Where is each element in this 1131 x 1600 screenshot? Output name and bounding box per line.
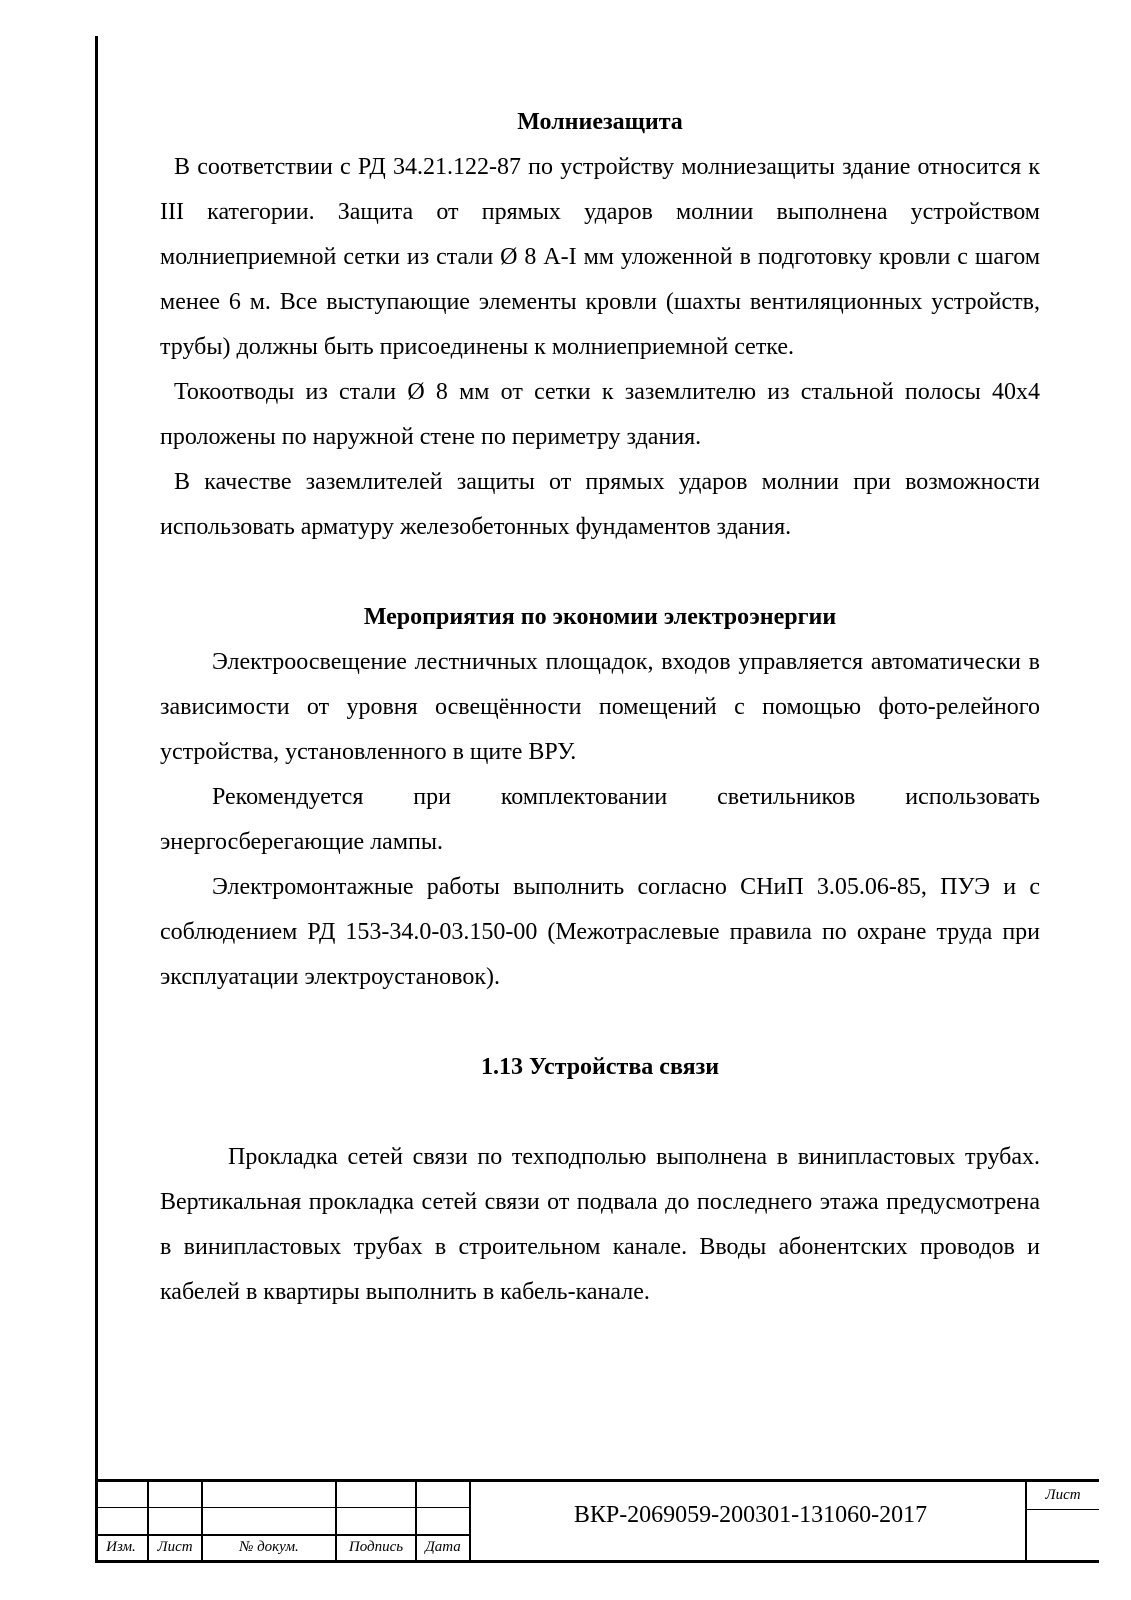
document-body [160,100,1040,1315]
stamp-row-line [1025,1509,1099,1510]
heading-lightning-protection: Молниезащита [517,109,683,135]
frame-border-left [95,36,98,1561]
stamp-label-izm: Изм. [106,1539,136,1555]
stamp-label-date: Дата [425,1539,461,1555]
paragraph: Токоотводы из стали Ø 8 мм от сетки к заземлителю из стальной полосы 40х4 проложены по наружной стене по периметру здания. [160,379,1040,450]
stamp-divider [469,1482,471,1560]
paragraph: Прокладка сетей связи по техподполью выполнена в винипластовых трубах. Вертикальная прокладка сетей связи от подвала до последнего этажа предусмотрена в винипластовых трубах в строительном канале. Вводы абонентских проводов и кабелей в квартиры выполнить в кабель-канале. [160,1144,1040,1305]
document-code: ВКР-2069059-200301-131060-2017 [573,1502,928,1528]
stamp-label-list: Лист [157,1539,193,1555]
spacer [160,1090,1040,1135]
spacer [160,1000,1040,1045]
paragraph: Электромонтажные работы выполнить согласно СНиП 3.05.06-85, ПУЭ и с соблюдением РД 153-34.0-03.150-00 (Межотраслевые правила по охране труда при эксплуатации электроустановок). [160,874,1040,990]
paragraph: Электроосвещение лестничных площадок, входов управляется автоматически в зависимости от уровня освещённости помещений с помощью фото-релейного устройства, установленного в щите ВРУ. [160,649,1040,765]
title-block [95,1479,1099,1563]
stamp-label-sheet: Лист [1045,1487,1081,1503]
stamp-label-signature: Подпись [348,1539,404,1555]
paragraph: Рекомендуется при комплектовании светильников использовать энергосберегающие лампы. [160,784,1040,855]
stamp-row-line [95,1507,469,1508]
stamp-row-line [95,1534,469,1536]
stamp-label-doc-no: № докум. [239,1539,299,1555]
paragraph: В качестве заземлителей защиты от прямых ударов молнии при возможности использовать арматуру железобетонных фундаментов здания. [160,469,1040,540]
paragraph: В соответствии с РД 34.21.122-87 по устройству молниезащиты здание относится к III категории. Защита от прямых ударов молнии выполнена устройством молниеприемной сетки из стали Ø 8 А-I мм уложенной в подготовку кровли с шагом менее 6 м. Все выступающие элементы кровли (шахты вентиляционных устройств, трубы) должны быть присоединены к молниеприемной сетке. [160,154,1040,360]
spacer [160,550,1040,595]
heading-communications: 1.13 Устройства связи [480,1054,720,1080]
heading-energy-saving: Мероприятия по экономии электроэнергии [363,604,837,630]
